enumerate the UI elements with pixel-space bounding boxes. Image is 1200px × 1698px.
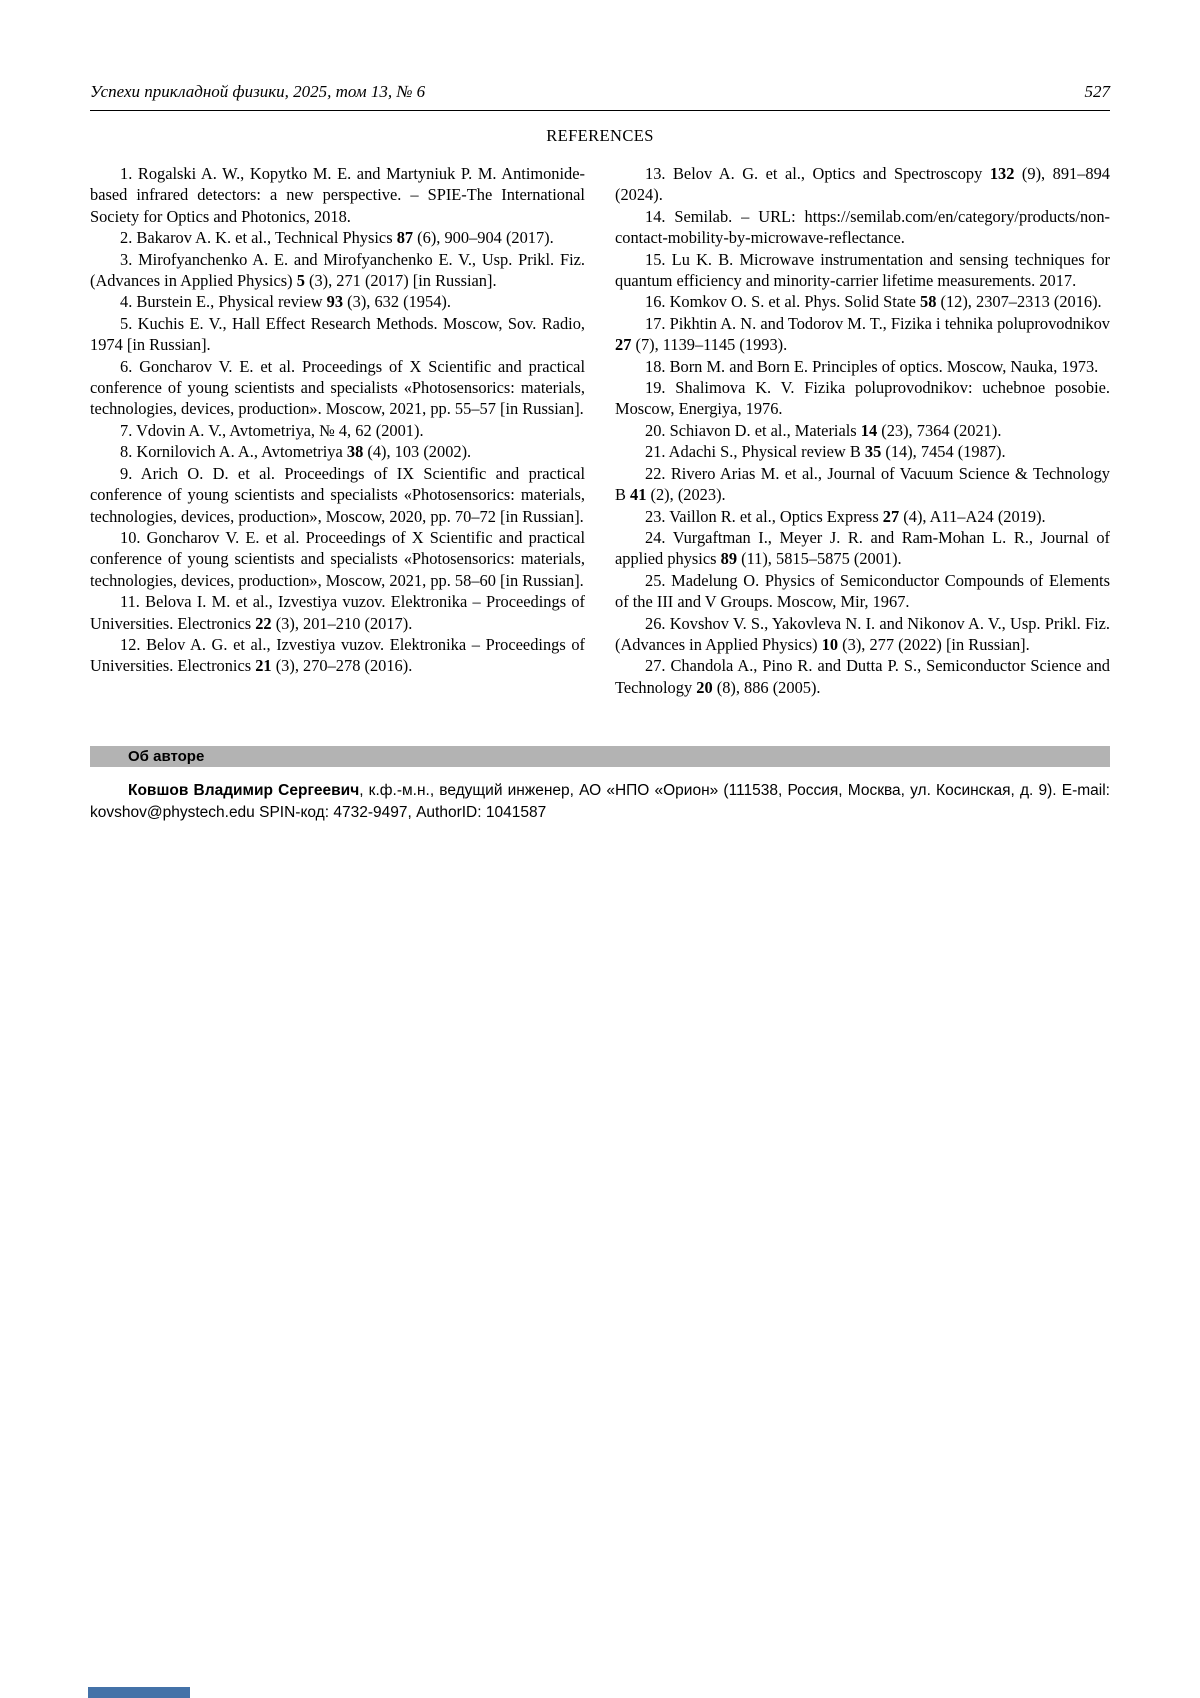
reference-item: 5. Kuchis E. V., Hall Effect Research Methods. Moscow, Sov. Radio, 1974 [in Russian]. [90, 313, 585, 355]
about-author-heading: Об авторе [128, 748, 205, 766]
reference-item: 6. Goncharov V. E. et al. Proceedings of X Scientific and practical conference of young scientists and specialists «Photosensorics: materials, technologies, devices, production». Moscow, 2021, pp. 55–57 [in Russian]. [90, 356, 585, 419]
reference-item: 10. Goncharov V. E. et al. Proceedings of X Scientific and practical conference of young scientists and specialists «Photosensorics: materials, technologies, devices, production», Moscow, 2021, pp. 58–60 [in Russian]. [90, 527, 585, 590]
reference-item: 13. Belov A. G. et al., Optics and Spectroscopy 132 (9), 891–894 (2024). [615, 164, 1110, 205]
reference-item: 19. Shalimova K. V. Fizika poluprovodnikov: uchebnoe posobie. Moscow, Energiya, 1976. [615, 378, 1110, 419]
reference-item: 9. Arich O. D. et al. Proceedings of IX Scientific and practical conference of young scientists and specialists «Photosensorics: materials, technologies, devices, production», Moscow, 2020, pp. 70–72 [in Russian]. [90, 463, 585, 526]
reference-item: 23. Vaillon R. et al., Optics Express 27 (4), A11–A24 (2019). [645, 506, 1046, 526]
reference-item: 1. Rogalski A. W., Kopytko M. E. and Martyniuk P. M. Antimonide-based infrared detectors: a new perspective. – SPIE-The International Society for Optics and Photonics, 2018. [90, 164, 585, 226]
reference-item: 26. Kovshov V. S., Yakovleva N. I. and Nikonov A. V., Usp. Prikl. Fiz. (Advances in Applied Physics) 10 (3), 277 (2022) [in Russian]. [615, 613, 1110, 654]
reference-item: 18. Born M. and Born E. Principles of optics. Moscow, Nauka, 1973. [645, 356, 1099, 376]
references-heading: REFERENCES [546, 126, 654, 145]
reference-item: 16. Komkov O. S. et al. Phys. Solid State 58 (12), 2307–2313 (2016). [645, 292, 1102, 312]
about-author-text: Ковшов Владимир Сергеевич, к.ф.-м.н., ведущий инженер, АО «НПО «Орион» (111538, Россия, Москва, ул. Косинская, д. 9). E-mail: kovshov@phystech.edu SPIN-код: 4732-9497, AuthorID: 1041587 [90, 782, 1110, 822]
reference-item: 14. Semilab. – URL: https://semilab.com/en/category/products/non-contact-mobility-by-microwave-reflectance. [615, 206, 1110, 248]
reference-item: 7. Vdovin A. V., Avtometriya, № 4, 62 (2001). [120, 420, 424, 440]
page-number: 527 [1084, 82, 1110, 101]
page-header [90, 82, 1110, 102]
reference-item: 22. Rivero Arias M. et al., Journal of Vacuum Science & Technology B 41 (2), (2023). [615, 463, 1110, 505]
about-author-bar [90, 746, 1110, 767]
references-column-left [90, 163, 585, 698]
references-columns [90, 163, 1110, 698]
reference-item: 12. Belov A. G. et al., Izvestiya vuzov. Elektronika – Proceedings of Universities. Electronics 21 (3), 270–278 (2016). [90, 634, 585, 676]
journal-title: Успехи прикладной физики, 2025, том 13, № 6 [90, 82, 426, 101]
footer-accent-bar [88, 1687, 190, 1698]
reference-item: 8. Kornilovich A. A., Avtometriya 38 (4), 103 (2002). [120, 442, 472, 462]
reference-item: 27. Chandola A., Pino R. and Dutta P. S., Semiconductor Science and Technology 20 (8), 886 (2005). [615, 656, 1110, 697]
reference-item: 4. Burstein E., Physical review 93 (3), 632 (1954). [120, 292, 451, 312]
reference-item: 25. Madelung O. Physics of Semiconductor Compounds of Elements of the III and V Groups. Moscow, Mir, 1967. [615, 570, 1110, 612]
reference-item: 17. Pikhtin A. N. and Todorov M. T., Fizika i tehnika poluprovodnikov 27 (7), 1139–1145 (1993). [615, 313, 1110, 355]
reference-item: 21. Adachi S., Physical review B 35 (14), 7454 (1987). [645, 442, 1006, 462]
reference-item: 11. Belova I. M. et al., Izvestiya vuzov. Elektronika – Proceedings of Universities. Electronics 22 (3), 201–210 (2017). [90, 592, 585, 633]
reference-item: 24. Vurgaftman I., Meyer J. R. and Ram-Mohan L. R., Journal of applied physics 89 (11), 5815–5875 (2001). [615, 527, 1110, 569]
reference-item: 3. Mirofyanchenko A. E. and Mirofyanchenko E. V., Usp. Prikl. Fiz. (Advances in Applied Physics) 5 (3), 271 (2017) [in Russian]. [90, 249, 585, 291]
reference-item: 15. Lu K. B. Microwave instrumentation and sensing techniques for quantum efficiency and minority-carrier lifetime measurements. 2017. [615, 249, 1110, 291]
references-column-right [615, 163, 1110, 698]
header-rule [90, 110, 1110, 111]
reference-item: 2. Bakarov A. K. et al., Technical Physics 87 (6), 900–904 (2017). [120, 228, 554, 248]
reference-item: 20. Schiavon D. et al., Materials 14 (23), 7364 (2021). [645, 420, 1002, 440]
